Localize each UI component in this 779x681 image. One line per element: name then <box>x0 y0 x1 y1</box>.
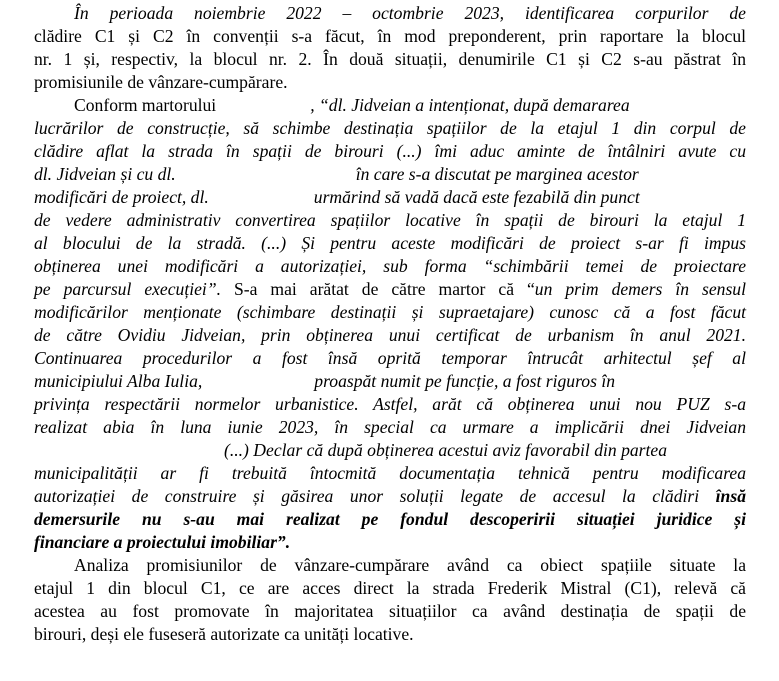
text-line <box>34 163 746 186</box>
text-fragment: În perioada noiembrie 2022 – octombrie 2023, identificarea corpurilor de <box>74 3 746 23</box>
document-page <box>34 2 746 646</box>
text-fragment: autorizației de construire și găsirea unor soluții legate de accesul la clădiri <box>34 486 716 506</box>
text-fragment: în care s-a discutat pe marginea acestor <box>355 164 639 184</box>
text-fragment-bold: însă <box>715 486 746 506</box>
text-line: Analiza promisiunilor de vânzare-cumpărare având ca obiect spațiile situate la <box>74 555 746 575</box>
text-fragment: Conform martorului <box>74 95 217 115</box>
text-line: nr. 1 și, respectiv, la blocul nr. 2. În două situații, denumirile C1 și C2 s-au păstrat în <box>34 49 746 69</box>
text-line: al blocului de la stradă. (...) Și pentru aceste modificări de proiect s-ar fi impus <box>34 233 746 253</box>
text-line: birouri, deși ele fuseseră autorizate ca unități locative. <box>34 624 414 644</box>
paragraph-analiza <box>34 554 746 646</box>
text-line <box>34 94 746 117</box>
text-fragment: modificări de proiect, dl. <box>34 187 209 207</box>
redaction <box>34 440 224 458</box>
paragraph-martor <box>34 94 746 554</box>
text-fragment: urmărind să vadă dacă este fezabilă din punct <box>313 187 640 207</box>
redaction <box>176 164 356 182</box>
text-line: obținerea unei modificări a autorizației, sub forma “schimbării temei de proiectare <box>34 256 746 276</box>
text-line <box>34 278 746 301</box>
redaction <box>209 187 314 205</box>
text-line: promisiunile de vânzare-cumpărare. <box>34 72 288 92</box>
text-fragment: dl. Jidveian și cu dl. <box>34 164 176 184</box>
text-line: Continuarea procedurilor a fost însă oprită temporar întrucât arhitectul șef al <box>34 348 746 368</box>
text-line <box>34 370 746 393</box>
text-line: municipalității ar fi trebuită întocmită documentația tehnică pentru modificarea <box>34 463 746 483</box>
text-line <box>34 439 746 462</box>
text-line: financiare a proiectului imobiliar”. <box>34 532 291 552</box>
text-line: demersurile nu s-au mai realizat pe fondul descoperirii situației juridice și <box>34 509 746 529</box>
paragraph-perioada <box>34 2 746 94</box>
text-fragment: , “dl. Jidveian a intenționat, după demararea <box>310 95 630 115</box>
text-line: privința respectării normelor urbanistice. Astfel, arăt că obținerea unui nou PUZ s-a <box>34 394 746 414</box>
text-line: realizat abia în luna iunie 2023, în special ca urmare a implicării dnei Jidveian <box>34 417 746 437</box>
text-line: etajul 1 din blocul C1, ce are acces direct la strada Frederik Mistral (C1), relevă că <box>34 578 746 598</box>
text-fragment: (...) Declar că după obținerea acestui aviz favorabil din partea <box>224 440 668 460</box>
text-line: modificărilor menționate (schimbare destinații și supraetajare) cunosc că a fost făcut <box>34 302 746 322</box>
text-fragment: proaspăt numit pe funcție, a fost riguros în <box>314 371 616 391</box>
text-line <box>34 485 746 508</box>
text-line: clădire C1 și C2 în convenții s-a făcut, în mod preponderent, prin raportare la blocul <box>34 26 746 46</box>
text-line: clădire aflat la strada în spații de birouri (...) îmi aduc aminte de întâlniri avute cu <box>34 141 746 161</box>
text-fragment: pe parcursul execuției”. <box>34 279 222 299</box>
text-line <box>34 2 746 25</box>
redaction <box>216 95 310 113</box>
text-fragment: municipiului Alba Iulia, <box>34 371 203 391</box>
text-fragment: S-a mai arătat de către martor că “ <box>221 279 535 299</box>
text-line: de către Ovidiu Jidveian, prin obținerea unui certificat de urbanism în anul 2021. <box>34 325 746 345</box>
text-fragment: un prim demers în sensul <box>534 279 746 299</box>
text-line <box>34 186 746 209</box>
redaction <box>202 371 314 389</box>
text-line: acestea au fost promovate în majoritatea situațiilor ca având destinația de spații de <box>34 601 746 621</box>
text-line: lucrărilor de construcție, să schimbe destinația spațiilor de la etajul 1 din corpul de <box>34 118 746 138</box>
text-line: de vedere administrativ convertirea spațiilor locative în spații de birouri la etajul 1 <box>34 210 746 230</box>
